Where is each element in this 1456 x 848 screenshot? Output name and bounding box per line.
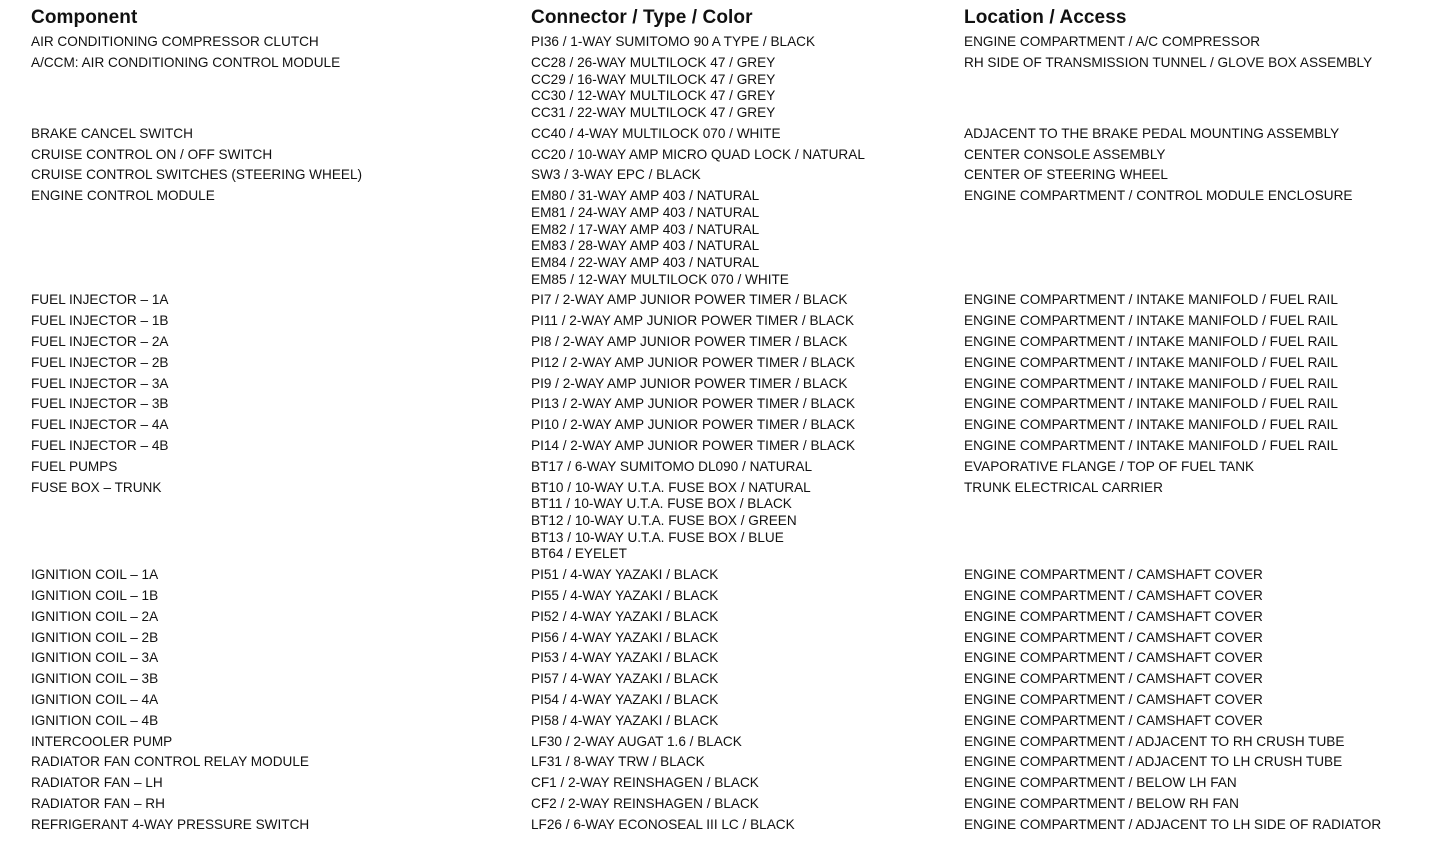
component-cell: RADIATOR FAN – RH [31,795,165,811]
table-row [31,459,1441,480]
connector-cell [531,480,951,564]
connector-cell [531,650,951,667]
location-cell: ENGINE COMPARTMENT / INTAKE MANIFOLD / FUEL RAIL [964,334,1338,349]
location-cell: EVAPORATIVE FLANGE / TOP OF FUEL TANK [964,458,1255,474]
connector-line: BT64 / EYELET [531,546,627,562]
location-cell: ENGINE COMPARTMENT / CAMSHAFT COVER [964,567,1263,583]
connector-cell [531,167,951,184]
header-component: Component [31,7,138,28]
connector-cell [531,796,951,813]
component-cell: FUEL INJECTOR – 4A [31,417,169,433]
connector-cell [531,630,951,647]
connector-line: PI13 / 2-WAY AMP JUNIOR POWER TIMER / BLACK [531,396,856,412]
table-row [31,417,1441,438]
connector-cell [531,355,951,372]
table-row [31,34,1441,55]
component-cell: CRUISE CONTROL SWITCHES (STEERING WHEEL) [31,167,363,183]
component-cell: RADIATOR FAN CONTROL RELAY MODULE [31,754,309,770]
connector-cell [531,292,951,309]
connector-line: PI56 / 4-WAY YAZAKI / BLACK [531,629,719,645]
connector-line: CC40 / 4-WAY MULTILOCK 070 / WHITE [531,125,781,141]
connector-line: EM82 / 17-WAY AMP 403 / NATURAL [531,221,760,237]
connector-cell [531,671,951,688]
table-header [31,6,1441,34]
location-cell: ENGINE COMPARTMENT / CAMSHAFT COVER [964,608,1263,624]
table-body [31,34,1441,838]
location-cell: ENGINE COMPARTMENT / BELOW RH FAN [964,795,1239,811]
connector-line: PI58 / 4-WAY YAZAKI / BLACK [531,712,719,728]
header-location: Location / Access [964,7,1127,28]
connector-cell [531,188,951,288]
component-cell: IGNITION COIL – 2A [31,608,159,624]
location-cell: ENGINE COMPARTMENT / CAMSHAFT COVER [964,671,1263,687]
connector-line: PI52 / 4-WAY YAZAKI / BLACK [531,608,719,624]
component-cell: FUEL PUMPS [31,458,118,474]
component-cell: FUEL INJECTOR – 1B [31,313,169,329]
connector-line: PI53 / 4-WAY YAZAKI / BLACK [531,650,719,666]
component-cell: IGNITION COIL – 4A [31,691,159,707]
location-cell: ENGINE COMPARTMENT / ADJACENT TO RH CRUSH TUBE [964,733,1345,749]
connector-line: CC30 / 12-WAY MULTILOCK 47 / GREY [531,88,776,104]
component-cell: REFRIGERANT 4-WAY PRESSURE SWITCH [31,816,310,832]
location-cell: ENGINE COMPARTMENT / CAMSHAFT COVER [964,691,1263,707]
connector-line: SW3 / 3-WAY EPC / BLACK [531,167,701,183]
component-cell: IGNITION COIL – 2B [31,629,159,645]
connector-line: PI51 / 4-WAY YAZAKI / BLACK [531,567,719,583]
location-cell: ENGINE COMPARTMENT / INTAKE MANIFOLD / FUEL RAIL [964,354,1338,370]
connector-line: PI57 / 4-WAY YAZAKI / BLACK [531,671,719,687]
table-row [31,376,1441,397]
location-cell: TRUNK ELECTRICAL CARRIER [964,479,1163,495]
table-row [31,292,1441,313]
connector-line: PI14 / 2-WAY AMP JUNIOR POWER TIMER / BLACK [531,437,856,453]
connector-line: CC20 / 10-WAY AMP MICRO QUAD LOCK / NATURAL [531,146,865,162]
connector-line: EM81 / 24-WAY AMP 403 / NATURAL [531,204,760,220]
connector-line: BT12 / 10-WAY U.T.A. FUSE BOX / GREEN [531,512,797,528]
location-cell: ENGINE COMPARTMENT / INTAKE MANIFOLD / FUEL RAIL [964,396,1338,412]
connector-cell [531,334,951,351]
table-row [31,775,1441,796]
table-row [31,567,1441,588]
table-row [31,355,1441,376]
connector-line: PI12 / 2-WAY AMP JUNIOR POWER TIMER / BLACK [531,354,856,370]
table-row [31,754,1441,775]
table-row [31,796,1441,817]
connector-line: PI8 / 2-WAY AMP JUNIOR POWER TIMER / BLACK [531,334,848,349]
connector-cell [531,459,951,476]
table-row [31,438,1441,459]
location-cell: RH SIDE OF TRANSMISSION TUNNEL / GLOVE BOX ASSEMBLY [964,54,1373,70]
component-cell: FUSE BOX – TRUNK [31,479,162,495]
table-row [31,480,1441,568]
location-cell: ENGINE COMPARTMENT / INTAKE MANIFOLD / FUEL RAIL [964,292,1338,308]
connector-cell [531,438,951,455]
connector-cell [531,609,951,626]
connector-line: CC28 / 26-WAY MULTILOCK 47 / GREY [531,54,776,70]
connector-cell [531,754,951,771]
location-cell: CENTER CONSOLE ASSEMBLY [964,146,1166,162]
component-cell: FUEL INJECTOR – 3A [31,375,169,391]
connector-line: EM83 / 28-WAY AMP 403 / NATURAL [531,238,760,254]
location-cell: ENGINE COMPARTMENT / CONTROL MODULE ENCLOSURE [964,188,1353,204]
component-cell: FUEL INJECTOR – 3B [31,396,169,412]
connector-cell [531,34,951,51]
component-cell: IGNITION COIL – 3A [31,650,159,666]
component-cell: ENGINE CONTROL MODULE [31,188,215,204]
connector-line: CC29 / 16-WAY MULTILOCK 47 / GREY [531,71,776,87]
component-cell: CRUISE CONTROL ON / OFF SWITCH [31,146,273,162]
connector-line: PI55 / 4-WAY YAZAKI / BLACK [531,587,719,603]
location-cell: ENGINE COMPARTMENT / A/C COMPRESSOR [964,34,1261,49]
connector-cell [531,588,951,605]
table-row [31,630,1441,651]
component-cell: FUEL INJECTOR – 1A [31,292,169,308]
location-cell: ENGINE COMPARTMENT / ADJACENT TO LH SIDE OF RADIATOR [964,816,1382,832]
connector-line: CF2 / 2-WAY REINSHAGEN / BLACK [531,795,759,811]
connector-line: LF31 / 8-WAY TRW / BLACK [531,754,705,770]
table-row [31,126,1441,147]
table-row [31,313,1441,334]
table-row [31,334,1441,355]
component-cell: IGNITION COIL – 3B [31,671,159,687]
connector-cell [531,396,951,413]
location-cell: ENGINE COMPARTMENT / INTAKE MANIFOLD / FUEL RAIL [964,313,1338,329]
location-cell: ENGINE COMPARTMENT / ADJACENT TO LH CRUSH TUBE [964,754,1343,770]
connector-cell [531,692,951,709]
connector-line: PI36 / 1-WAY SUMITOMO 90 A TYPE / BLACK [531,34,816,49]
connector-cell [531,313,951,330]
connector-line: LF26 / 6-WAY ECONOSEAL III LC / BLACK [531,816,795,832]
location-cell: ENGINE COMPARTMENT / CAMSHAFT COVER [964,629,1263,645]
table-row [31,55,1441,126]
connector-line: PI54 / 4-WAY YAZAKI / BLACK [531,691,719,707]
connector-cell [531,55,951,122]
component-cell: IGNITION COIL – 4B [31,712,159,728]
connector-line: PI11 / 2-WAY AMP JUNIOR POWER TIMER / BLACK [531,313,855,329]
table-row [31,734,1441,755]
component-cell: FUEL INJECTOR – 2B [31,354,169,370]
connector-line: PI9 / 2-WAY AMP JUNIOR POWER TIMER / BLACK [531,375,848,391]
table-row [31,609,1441,630]
table-row [31,692,1441,713]
component-cell: FUEL INJECTOR – 2A [31,334,169,349]
location-cell: ENGINE COMPARTMENT / BELOW LH FAN [964,775,1237,791]
connector-line: EM85 / 12-WAY MULTILOCK 070 / WHITE [531,271,789,287]
connector-line: CC31 / 22-WAY MULTILOCK 47 / GREY [531,104,776,120]
component-cell: IGNITION COIL – 1A [31,567,159,583]
header-connector: Connector / Type / Color [531,7,753,28]
location-cell: CENTER OF STEERING WHEEL [964,167,1168,183]
connector-cell [531,567,951,584]
location-cell: ENGINE COMPARTMENT / INTAKE MANIFOLD / FUEL RAIL [964,417,1338,433]
component-cell: AIR CONDITIONING COMPRESSOR CLUTCH [31,34,319,49]
connector-cell [531,713,951,730]
component-cell: A/CCM: AIR CONDITIONING CONTROL MODULE [31,54,341,70]
connector-line: BT13 / 10-WAY U.T.A. FUSE BOX / BLUE [531,529,784,545]
connector-line: EM84 / 22-WAY AMP 403 / NATURAL [531,254,760,270]
connector-cell [531,147,951,164]
connector-table [31,6,1441,838]
component-cell: BRAKE CANCEL SWITCH [31,125,193,141]
connector-line: CF1 / 2-WAY REINSHAGEN / BLACK [531,775,759,791]
table-row [31,817,1441,838]
table-row [31,396,1441,417]
table-row [31,650,1441,671]
component-cell: RADIATOR FAN – LH [31,775,163,791]
connector-line: PI10 / 2-WAY AMP JUNIOR POWER TIMER / BLACK [531,417,856,433]
connector-cell [531,417,951,434]
location-cell: ADJACENT TO THE BRAKE PEDAL MOUNTING ASSEMBLY [964,125,1340,141]
connector-line: LF30 / 2-WAY AUGAT 1.6 / BLACK [531,733,742,749]
connector-line: EM80 / 31-WAY AMP 403 / NATURAL [531,188,760,204]
location-cell: ENGINE COMPARTMENT / CAMSHAFT COVER [964,650,1263,666]
connector-line: PI7 / 2-WAY AMP JUNIOR POWER TIMER / BLACK [531,292,848,308]
table-row [31,713,1441,734]
table-row [31,167,1441,188]
connector-cell [531,376,951,393]
location-cell: ENGINE COMPARTMENT / CAMSHAFT COVER [964,587,1263,603]
component-cell: IGNITION COIL – 1B [31,587,159,603]
connector-line: BT11 / 10-WAY U.T.A. FUSE BOX / BLACK [531,496,792,512]
table-row [31,588,1441,609]
connector-cell [531,775,951,792]
location-cell: ENGINE COMPARTMENT / CAMSHAFT COVER [964,712,1263,728]
table-row [31,147,1441,168]
connector-line: BT17 / 6-WAY SUMITOMO DL090 / NATURAL [531,458,813,474]
location-cell: ENGINE COMPARTMENT / INTAKE MANIFOLD / FUEL RAIL [964,375,1338,391]
connector-cell [531,734,951,751]
location-cell: ENGINE COMPARTMENT / INTAKE MANIFOLD / FUEL RAIL [964,437,1338,453]
table-row [31,188,1441,292]
component-cell: INTERCOOLER PUMP [31,733,173,749]
table-row [31,671,1441,692]
connector-cell [531,817,951,834]
connector-cell [531,126,951,143]
connector-line: BT10 / 10-WAY U.T.A. FUSE BOX / NATURAL [531,479,811,495]
component-cell: FUEL INJECTOR – 4B [31,437,169,453]
